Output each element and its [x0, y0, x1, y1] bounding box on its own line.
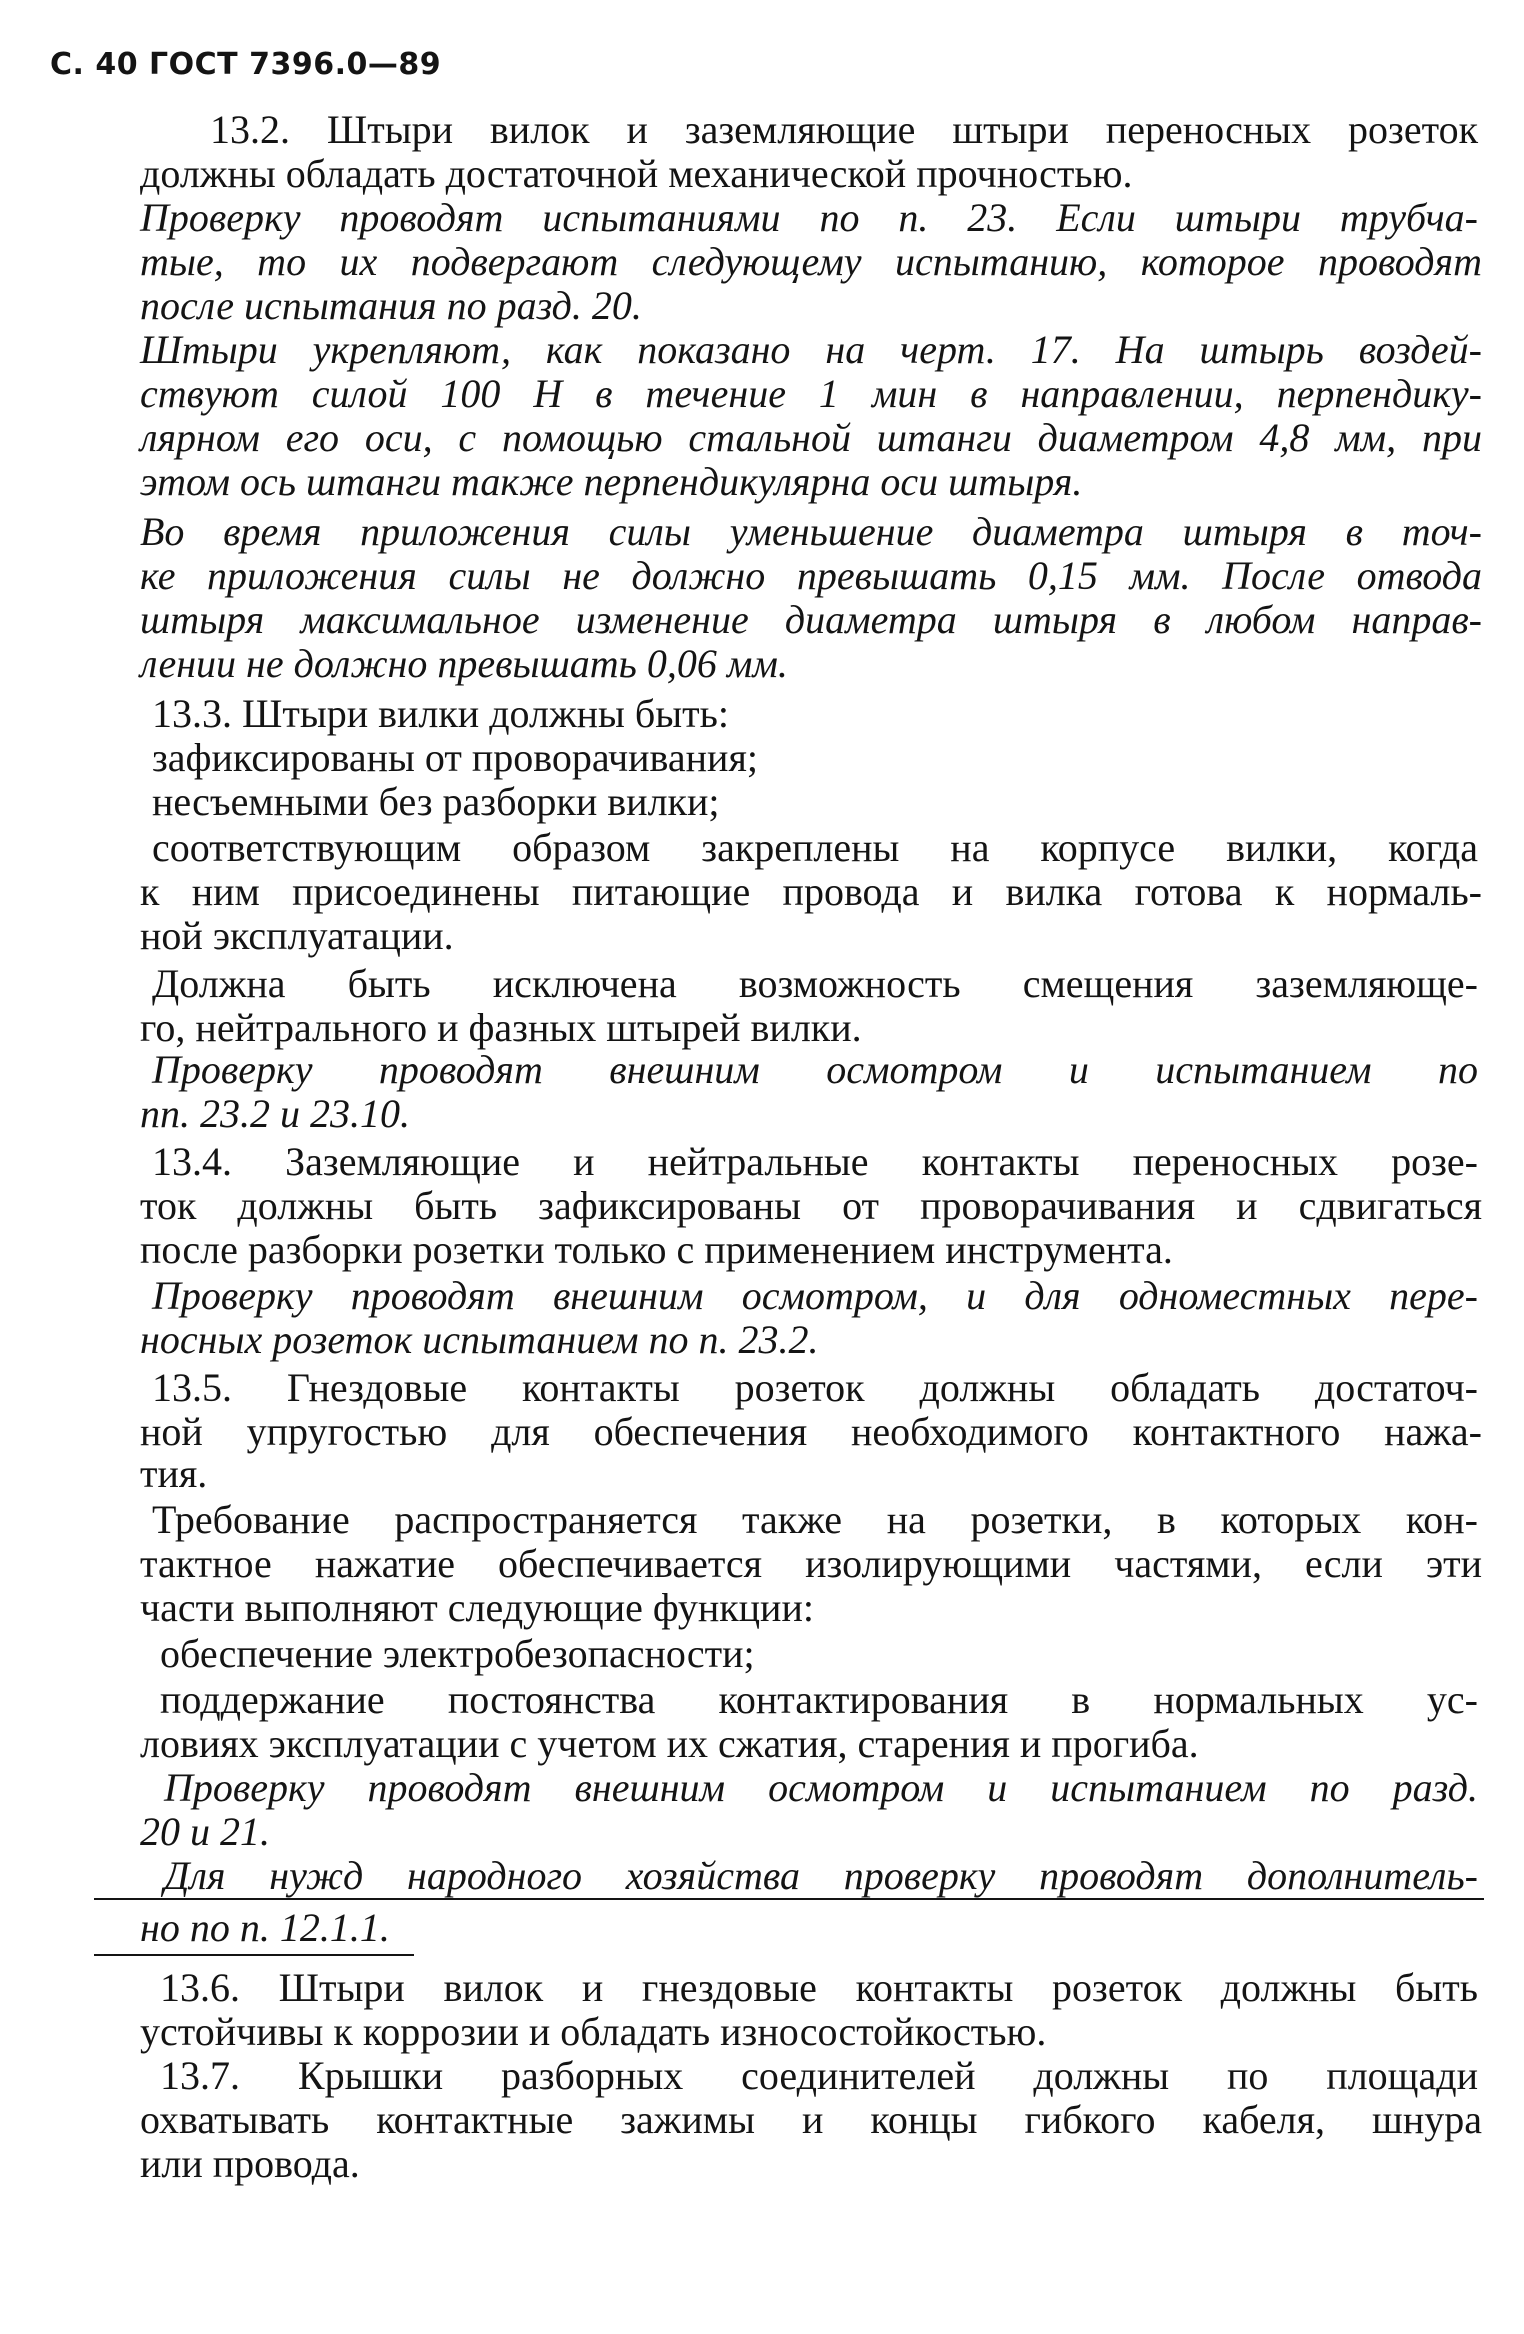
text-line: Проверку проводят внешним осмотром и испытанием по разд.	[164, 1765, 1478, 1810]
text-line: охватывать контактные зажимы и концы гибкого кабеля, шнура	[140, 2097, 1482, 2142]
text-line: ной эксплуатации.	[140, 913, 454, 958]
text-line: лярном его оси, с помощью стальной штанги диаметром 4,8 мм, при	[140, 415, 1482, 460]
text-line: после разборки розетки только с применением инструмента.	[140, 1227, 1173, 1272]
text-line: после испытания по разд. 20.	[140, 283, 642, 328]
text-line: устойчивы к коррозии и обладать износостойкостью.	[140, 2009, 1047, 2054]
text-line: носных розеток испытанием по п. 23.2.	[140, 1317, 819, 1362]
text-line: Проверку проводят испытаниями по п. 23. Если штыри трубча-	[140, 195, 1478, 240]
text-line: соответствующим образом закреплены на корпусе вилки, когда	[152, 825, 1478, 870]
text-line: лении не должно превышать 0,06 мм.	[140, 641, 788, 686]
text-line: го, нейтрального и фазных штырей вилки.	[140, 1005, 862, 1050]
text-line: части выполняют следующие функции:	[140, 1585, 814, 1630]
text-line: 13.3. Штыри вилки должны быть:	[152, 691, 729, 736]
text-line: ной упругостью для обеспечения необходимого контактного нажа-	[140, 1409, 1482, 1454]
text-line: ток должны быть зафиксированы от проворачивания и сдвигаться	[140, 1183, 1482, 1228]
underline-rule	[94, 1898, 1484, 1900]
text-line: Проверку проводят внешним осмотром, и для одноместных пере-	[152, 1273, 1478, 1318]
text-line: Должна быть исключена возможность смещения заземляюще-	[152, 961, 1478, 1006]
text-line: 13.6. Штыри вилок и гнездовые контакты розеток должны быть	[160, 1965, 1478, 2010]
text-line: обеспечение электробезопасности;	[160, 1631, 755, 1676]
text-line: этом ось штанги также перпендикулярна оси штыря.	[140, 459, 1083, 504]
text-line: Требование распространяется также на розетки, в которых кон-	[152, 1497, 1478, 1542]
text-line: ловиях эксплуатации с учетом их сжатия, старения и прогиба.	[140, 1721, 1199, 1766]
text-line: ствуют силой 100 Н в течение 1 мин в направлении, перпендику-	[140, 371, 1482, 416]
text-line: тактное нажатие обеспечивается изолирующими частями, если эти	[140, 1541, 1482, 1586]
underline-rule	[94, 1954, 414, 1956]
text-line: 13.2. Штыри вилок и заземляющие штыри переносных розеток	[210, 107, 1478, 152]
text-line: несъемными без разборки вилки;	[152, 779, 720, 824]
text-line: но по п. 12.1.1.	[140, 1905, 390, 1950]
text-line: или провода.	[140, 2141, 360, 2186]
text-line: тия.	[140, 1451, 208, 1496]
text-line: поддержание постоянства контактирования в нормальных ус-	[160, 1677, 1478, 1722]
text-line: должны обладать достаточной механической прочностью.	[140, 151, 1133, 196]
text-line: зафиксированы от проворачивания;	[152, 735, 758, 780]
text-line: Штыри укрепляют, как показано на черт. 17. На штырь воздей-	[140, 327, 1482, 372]
text-line: 20 и 21.	[140, 1809, 270, 1854]
text-line: 13.4. Заземляющие и нейтральные контакты переносных розе-	[152, 1139, 1478, 1184]
text-line: к ним присоединены питающие провода и вилка готова к нормаль-	[140, 869, 1482, 914]
text-line: ке приложения силы не должно превышать 0,15 мм. После отвода	[140, 553, 1482, 598]
text-line: пп. 23.2 и 23.10.	[140, 1091, 410, 1136]
text-line: Для нужд народного хозяйства проверку проводят дополнитель-	[164, 1853, 1478, 1898]
text-line: 13.7. Крышки разборных соединителей должны по площади	[160, 2053, 1478, 2098]
text-line: штыря максимальное изменение диаметра штыря в любом направ-	[140, 597, 1482, 642]
text-line: тые, то их подвергают следующему испытанию, которое проводят	[140, 239, 1482, 284]
page-header: С. 40 ГОСТ 7396.0—89	[50, 47, 442, 82]
text-line: 13.5. Гнездовые контакты розеток должны обладать достаточ-	[152, 1365, 1478, 1410]
text-line: Проверку проводят внешним осмотром и испытанием по	[152, 1047, 1478, 1092]
text-line: Во время приложения силы уменьшение диаметра штыря в точ-	[140, 509, 1482, 554]
